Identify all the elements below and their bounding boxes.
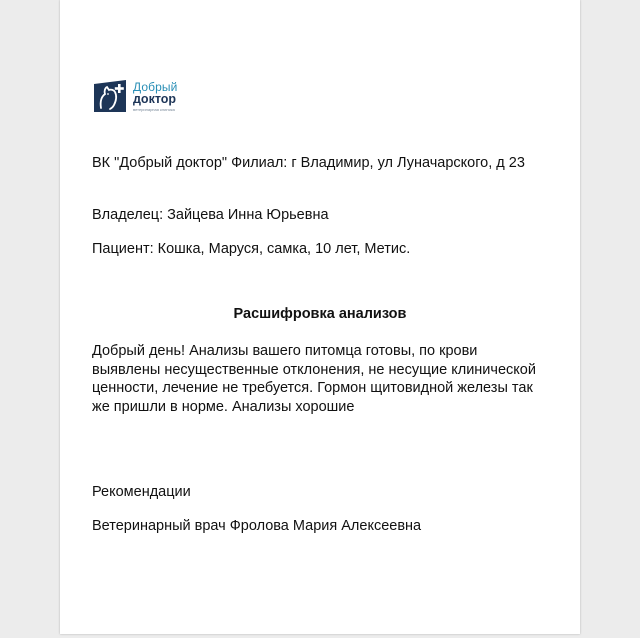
patient-line: Пациент: Кошка, Маруся, самка, 10 лет, Метис.: [92, 241, 411, 257]
logo-tagline: ветеринарная клиника: [133, 107, 175, 112]
logo-text-line1: Добрый: [133, 80, 178, 94]
logo-mark-icon: [92, 78, 128, 114]
analysis-text: Добрый день! Анализы вашего питомца готовы, по крови выявлены несущественные отклонения, не несущие клинической ценности, лечение не требуется. Гормон щитовидной железы так же пришли в норме. Анализы хорошие: [92, 343, 536, 415]
logo-text-line2: доктор: [133, 92, 177, 106]
clinic-logo: [92, 78, 192, 114]
recommendations-heading: Рекомендации: [92, 484, 191, 500]
doctor-signature-line: Ветеринарный врач Фролова Мария Алексеевна: [92, 518, 422, 534]
clinic-address: ВК "Добрый доктор" Филиал: г Владимир, ул Луначарского, д 23: [92, 155, 525, 171]
section-title: Расшифровка анализов: [233, 306, 407, 322]
owner-line: Владелец: Зайцева Инна Юрьевна: [92, 207, 329, 223]
document-page: [60, 0, 580, 634]
